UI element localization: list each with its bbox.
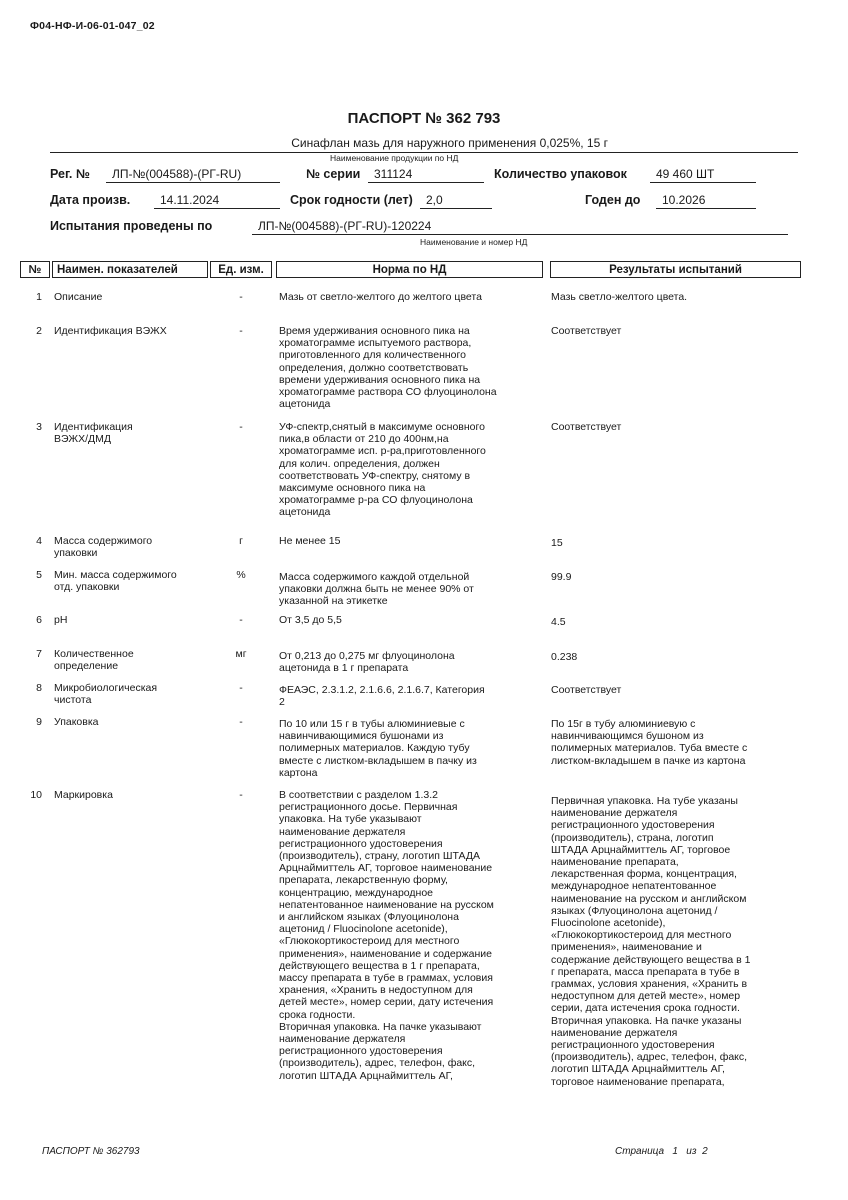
row-norm: УФ-спектр,снятый в максимуме основного пика,в области от 210 до 400нм,на хроматограмме исп. р-ра,приготовленного для колич. определения, должен соответствовать УФ-спектру, снятому в максимуме основного пика на хроматограмме р-ра СО флуоцинолона ацетонида: [279, 421, 486, 519]
row-indicator: Микробиологическая чистота: [54, 682, 158, 707]
row-unit: %: [236, 569, 246, 581]
page-of-word: из: [686, 1146, 697, 1157]
row-number: 6: [36, 614, 42, 626]
valid-until-value: 10.2026: [656, 192, 756, 209]
page-word: Страница: [615, 1146, 665, 1157]
row-number: 8: [36, 682, 42, 694]
row-norm: От 0,213 до 0,275 мг флуоцинолона ацетонида в 1 г препарата: [279, 650, 455, 675]
quantity-value: 49 460 ШТ: [650, 166, 756, 183]
row-number: 4: [36, 535, 42, 547]
row-unit: г: [239, 535, 243, 547]
row-norm: Время удерживания основного пика на хроматограмме испытуемого раствора, приготовленного для количественного определения, должно соответствовать времени удерживания основного пика на хроматограмме раствора СО флуоцинолона ацетонида: [279, 325, 497, 411]
row-unit: -: [239, 325, 243, 337]
row-result: Соответствует: [551, 421, 622, 433]
row-unit: -: [239, 614, 243, 626]
row-result: 4.5: [551, 616, 566, 628]
row-indicator: Мин. масса содержимого отд. упаковки: [54, 569, 177, 594]
document-code: Ф04-НФ-И-06-01-047_02: [30, 20, 155, 32]
row-indicator: Маркировка: [54, 789, 113, 801]
header-number: №: [20, 261, 50, 278]
reg-value: ЛП-№(004588)-(РГ-RU): [106, 166, 280, 183]
row-indicator: Масса содержимого упаковки: [54, 535, 153, 560]
production-date-value: 14.11.2024: [154, 192, 280, 209]
tests-value: ЛП-№(004588)-(РГ-RU)-120224: [252, 218, 788, 235]
row-unit: -: [239, 291, 243, 303]
page-total: 2: [702, 1146, 708, 1157]
tests-caption: Наименование и номер НД: [420, 237, 528, 247]
row-result: Мазь светло-желтого цвета.: [551, 291, 688, 303]
tests-label: Испытания проведены по: [50, 219, 213, 233]
product-name: Синафлан мазь для наружного применения 0,025%, 15 г: [291, 136, 608, 150]
page-number: 1: [672, 1146, 678, 1157]
row-unit: -: [239, 716, 243, 728]
row-number: 2: [36, 325, 42, 337]
valid-until-label: Годен до: [585, 193, 641, 207]
row-unit: -: [239, 682, 243, 694]
row-number: 9: [36, 716, 42, 728]
row-indicator: Идентификация ВЭЖХ/ДМД: [54, 421, 133, 446]
header-unit: Ед. изм.: [210, 261, 272, 278]
shelf-life-label: Срок годности (лет): [290, 193, 413, 207]
row-number: 10: [30, 789, 42, 801]
production-date-label: Дата произв.: [50, 193, 131, 207]
row-norm: Масса содержимого каждой отдельной упаковки должна быть не менее 90% от указанной на этикетке: [279, 571, 474, 608]
quantity-label: Количество упаковок: [494, 167, 627, 181]
row-indicator: Идентификация ВЭЖХ: [54, 325, 167, 337]
row-result: 0.238: [551, 651, 578, 663]
header-norm: Норма по НД: [276, 261, 543, 278]
row-norm: Мазь от светло-желтого до желтого цвета: [279, 291, 482, 303]
row-result: Первичная упаковка. На тубе указаны наименование держателя регистрационного удостоверения (производитель), страна, логотип ШТАДА Арцнаймиттель АГ, торговое наименование препарата, лекарственная форма, концентрация, международное непатентованное наименование на русском и английском языках (Флуоцинолона ацетонид / Fluocinolone acetonide), «Глюкокортикостероид для местного применения», наименование и содержание действующего вещества в 1 г препарата, масса препарата в тубе в граммах, условия хранения, «Хранить в недоступном для детей месте», номер серии, дата истечения срока годности. Вторичная упаковка. На пачке указаны наименование держателя регистрационного удостоверения (производитель), адрес, телефон, факс, логотип ШТАДА Арцнаймиттель АГ, торговое наименование препарата,: [551, 795, 751, 1088]
row-norm: По 10 или 15 г в тубы алюминиевые с навинчивающимися бушонами из полимерных материалов. Каждую тубу вместе с листком-вкладышем в пачку из картона: [279, 718, 477, 779]
row-unit: мг: [235, 648, 247, 660]
row-norm: ФЕАЭС, 2.3.1.2, 2.1.6.6, 2.1.6.7, Категория 2: [279, 684, 485, 709]
passport-title: ПАСПОРТ № 362 793: [347, 110, 501, 127]
row-norm: В соответствии с разделом 1.3.2 регистрационного досье. Первичная упаковка. На тубе указывают наименование держателя регистрационного удостоверения (производитель), страну, логотип ШТАДА Арцнаймиттель АГ, торговое наименование препарата, лекарственную форму, концентрацию, международное непатентованное наименование на русском и английском языках (Флуоцинолона ацетонид / Fluocinolone acetonide), «Глюкокортикостероид для местного применения», наименование и содержание действующего вещества в 1 г препарата, массу препарата в тубе в граммах, условия хранения, «Хранить в недоступном для детей месте», номер серии, дату истечения срока годности. Вторичная упаковка. На пачке указывают наименование держателя регистрационного удостоверения (производитель), адрес, телефон, факс, логотип ШТАДА Арцнаймиттель АГ,: [279, 789, 494, 1082]
row-number: 3: [36, 421, 42, 433]
row-indicator: Упаковка: [54, 716, 99, 728]
shelf-life-value: 2,0: [420, 192, 492, 209]
header-indicator: Наимен. показателей: [52, 261, 208, 278]
row-norm: От 3,5 до 5,5: [279, 614, 342, 626]
row-number: 1: [36, 291, 42, 303]
row-indicator: Количественное определение: [54, 648, 134, 673]
series-value: 311124: [368, 166, 484, 183]
product-name-line: [50, 134, 798, 153]
row-result: 99.9: [551, 571, 572, 583]
row-number: 7: [36, 648, 42, 660]
reg-label: Рег. №: [50, 167, 90, 181]
product-caption: Наименование продукции по НД: [330, 153, 459, 163]
row-indicator: pH: [54, 614, 68, 626]
page-indicator: [615, 1146, 708, 1157]
row-unit: -: [239, 789, 243, 801]
header-result: Результаты испытаний: [550, 261, 801, 278]
row-result: Соответствует: [551, 325, 622, 337]
series-label: № серии: [306, 167, 361, 181]
row-result: По 15г в тубу алюминиевую с навинчивающимся бушоном из полимерных материалов. Туба вместе с листком-вкладышем в пачке из картона: [551, 718, 748, 767]
row-unit: -: [239, 421, 243, 433]
row-indicator: Описание: [54, 291, 103, 303]
row-norm: Не менее 15: [279, 535, 341, 547]
row-number: 5: [36, 569, 42, 581]
row-result: Соответствует: [551, 684, 622, 696]
row-result: 15: [551, 537, 563, 549]
footer-passport-number: ПАСПОРТ № 362793: [42, 1146, 140, 1157]
